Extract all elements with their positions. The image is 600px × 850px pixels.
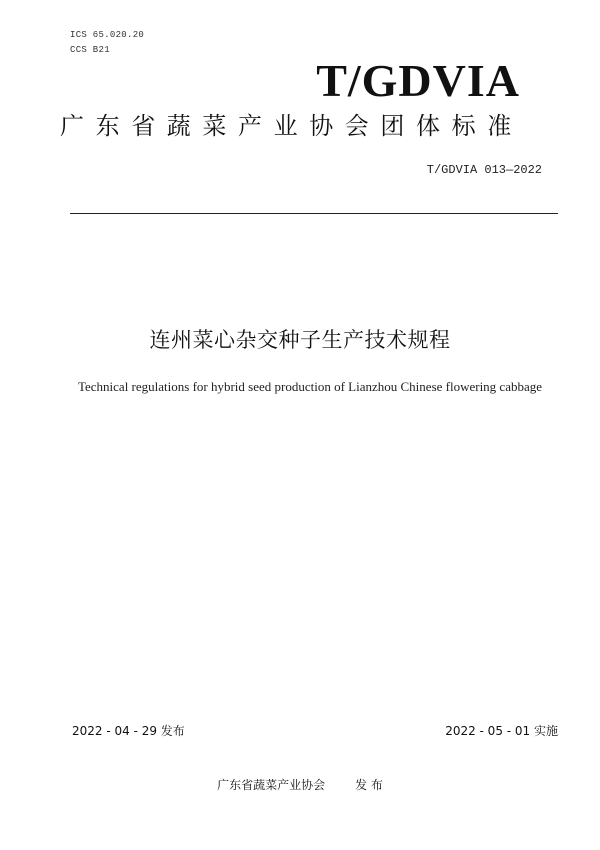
ccs-code: CCS B21 (70, 45, 110, 55)
publisher-action: 发 布 (355, 778, 383, 792)
document-title-english: Technical regulations for hybrid seed production of Lianzhou Chinese flowering cabbage (77, 379, 543, 394)
document-title-chinese: 连州菜心杂交种子生产技术规程 (149, 328, 451, 352)
ics-code: ICS 65.020.20 (70, 30, 145, 40)
header-divider (70, 213, 558, 214)
standard-logo: T/GDVIA (316, 55, 520, 106)
publisher-name: 广东省蔬菜产业协会 (217, 778, 326, 792)
organization-standard-title: 广东省蔬菜产业协会团体标准 (60, 112, 523, 140)
publisher-line (0, 776, 600, 793)
implementation-date: 2022 - 05 - 01 实施 (445, 724, 558, 738)
standard-number: T/GDVIA 013—2022 (426, 163, 542, 177)
issue-date: 2022 - 04 - 29 发布 (72, 724, 185, 738)
